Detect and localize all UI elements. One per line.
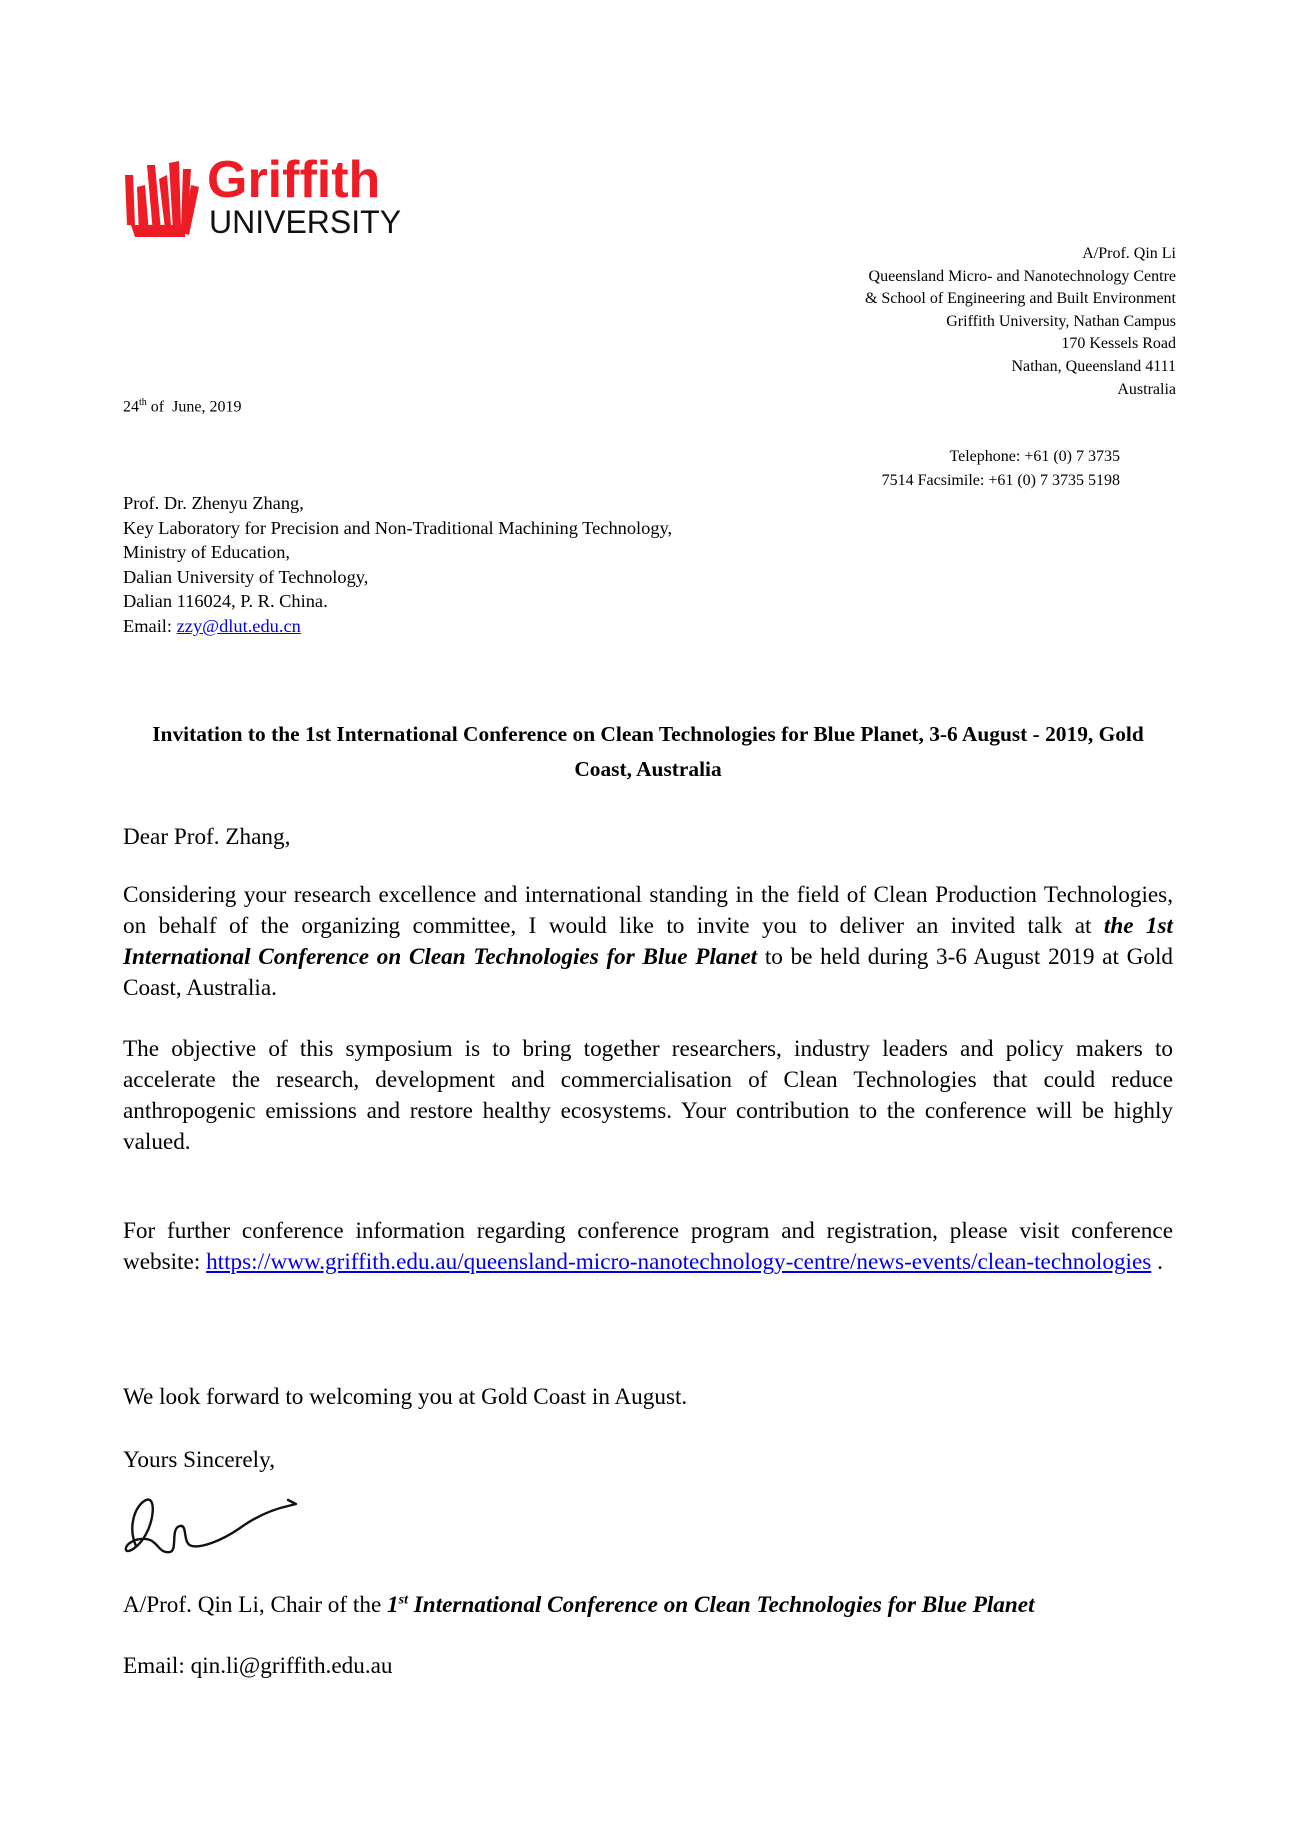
paragraph-closing: We look forward to welcoming you at Gold Coast in August. (123, 1384, 688, 1410)
griffith-university-logo (125, 145, 425, 245)
letter-date (123, 397, 241, 416)
signer-line: A/Prof. Qin Li, Chair of the 1st International Conference on Clean Technologies for Blue Planet (123, 1592, 1035, 1618)
sender-line: Queensland Micro- and Nanotechnology Centre (868, 267, 1176, 285)
salutation: Dear Prof. Zhang, (123, 824, 291, 850)
signer-conference: International Conference on Clean Technologies for Blue Planet (407, 1592, 1035, 1618)
recipient-address (123, 491, 672, 639)
recipient-line: Dalian 116024, P. R. China. (123, 591, 328, 612)
sender-line: Nathan, Queensland 4111 (1011, 357, 1176, 375)
sender-line: A/Prof. Qin Li (1082, 245, 1176, 262)
logo-name: Griffith (207, 151, 381, 209)
date-rest: of June, 2019 (146, 398, 242, 416)
paragraph-website: For further conference information regarding conference program and registration, please visit conference website: https://www.griffith.edu.au/queensland-micro-nanotechnology-centre/news-events/clean-technologies . (123, 1218, 1173, 1275)
sender-line: Griffith University, Nathan Campus (946, 312, 1176, 330)
recipient-email: Email: zzy@dlut.edu.cn (123, 615, 301, 636)
recipient-email-link[interactable]: zzy@dlut.edu.cn (176, 615, 301, 636)
footer-email: Email: qin.li@griffith.edu.au (123, 1653, 393, 1679)
contact-numbers (882, 445, 1120, 493)
sender-address (865, 243, 1176, 401)
recipient-line: Key Laboratory for Precision and Non-Traditional Machining Technology, (123, 517, 673, 538)
paragraph-invitation: Considering your research excellence and international standing in the field of Clean Production Technologies, on behalf of the organizing committee, I would like to invite you to deliver an invited talk at the 1st International Conference on Clean Technologies for Blue Planet to be held during 3-6 August 2019 at Gold Coast, Australia. (123, 882, 1173, 1001)
date-day: 24 (123, 398, 139, 416)
recipient-line: Dalian University of Technology, (123, 566, 369, 587)
logo-subtitle: UNIVERSITY (209, 204, 402, 240)
griffith-flame-icon (125, 161, 199, 237)
sender-line: Australia (1117, 380, 1176, 398)
recipient-line: Prof. Dr. Zhenyu Zhang, (123, 493, 304, 513)
conference-name-emphasis: the 1st International Conference on Clean Technologies for Blue Planet (123, 913, 1173, 970)
paragraph-objective: The objective of this symposium is to bring together researchers, industry leaders and policy makers to accelerate the research, development and commercialisation of Clean Technologies that could reduce anthropogenic emissions and restore healthy ecosystems. Your contribution to the conference will be highly valued. (123, 1036, 1173, 1155)
closing: Yours Sincerely, (123, 1447, 276, 1473)
sender-line: & School of Engineering and Built Environment (864, 290, 1176, 308)
recipient-line: Ministry of Education, (123, 542, 291, 563)
sender-line: 170 Kessels Road (1061, 335, 1176, 353)
facsimile-line: 7514 Facsimile: +61 (0) 7 3735 5198 (881, 472, 1120, 489)
conference-website-link[interactable]: https://www.griffith.edu.au/queensland-micro-nanotechnology-centre/news-events/clean-technologies (206, 1249, 1152, 1275)
letter-title: Invitation to the 1st International Conference on Clean Technologies for Blue Planet, 3-6 August - 2019, Gold Coast, Australia (152, 722, 1144, 781)
telephone-line: Telephone: +61 (0) 7 3735 (949, 448, 1120, 465)
date-suffix: th (139, 397, 147, 408)
handwritten-signature (120, 1488, 300, 1568)
